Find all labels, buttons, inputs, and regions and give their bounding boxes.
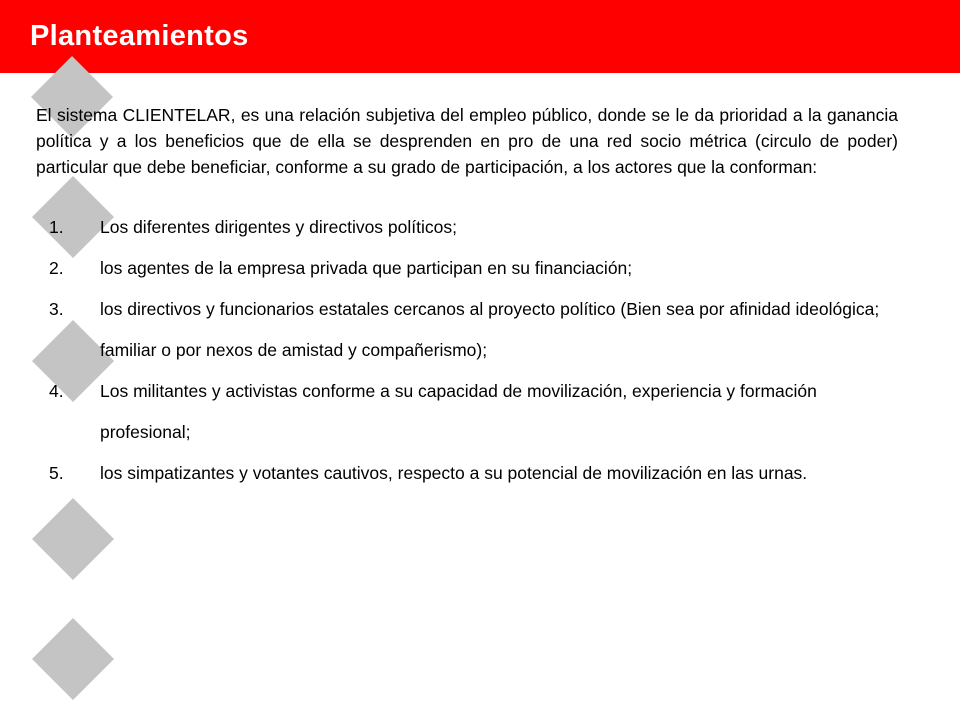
list-item-text: los directivos y funcionarios estatales cercanos al proyecto político (Bien sea por afinidad ideológica; familiar o por nexos de amistad y compañerismo); [100,299,880,360]
actor-list [36,207,898,494]
list-item [36,248,898,289]
list-item-number: 4. [49,381,64,401]
decorative-square [32,618,114,700]
decorative-square [32,498,114,580]
list-item-number: 5. [49,463,64,483]
list-item-number: 3. [49,299,64,319]
list-item-number: 1. [49,217,64,237]
slide-body [36,102,898,494]
list-item [36,207,898,248]
intro-paragraph: El sistema CLIENTELAR, es una relación subjetiva del empleo público, donde se le da prioridad a la ganancia política y a los beneficios que de ella se desprenden en pro de una red socio métrica (circulo de poder) particular que debe beneficiar, conforme a su grado de participación, a los actores que la conforman: [36,105,898,177]
list-item-number: 2. [49,258,64,278]
list-item [36,371,898,453]
list-item-text: los agentes de la empresa privada que participan en su financiación; [100,258,633,278]
list-item-text: Los militantes y activistas conforme a su capacidad de movilización, experiencia y formación profesional; [100,381,817,442]
list-item-text: los simpatizantes y votantes cautivos, respecto a su potencial de movilización en las urnas. [100,463,808,483]
list-item [36,289,898,371]
list-item [36,453,898,494]
page-title: Planteamientos [30,20,249,52]
list-item-text: Los diferentes dirigentes y directivos políticos; [100,217,457,237]
